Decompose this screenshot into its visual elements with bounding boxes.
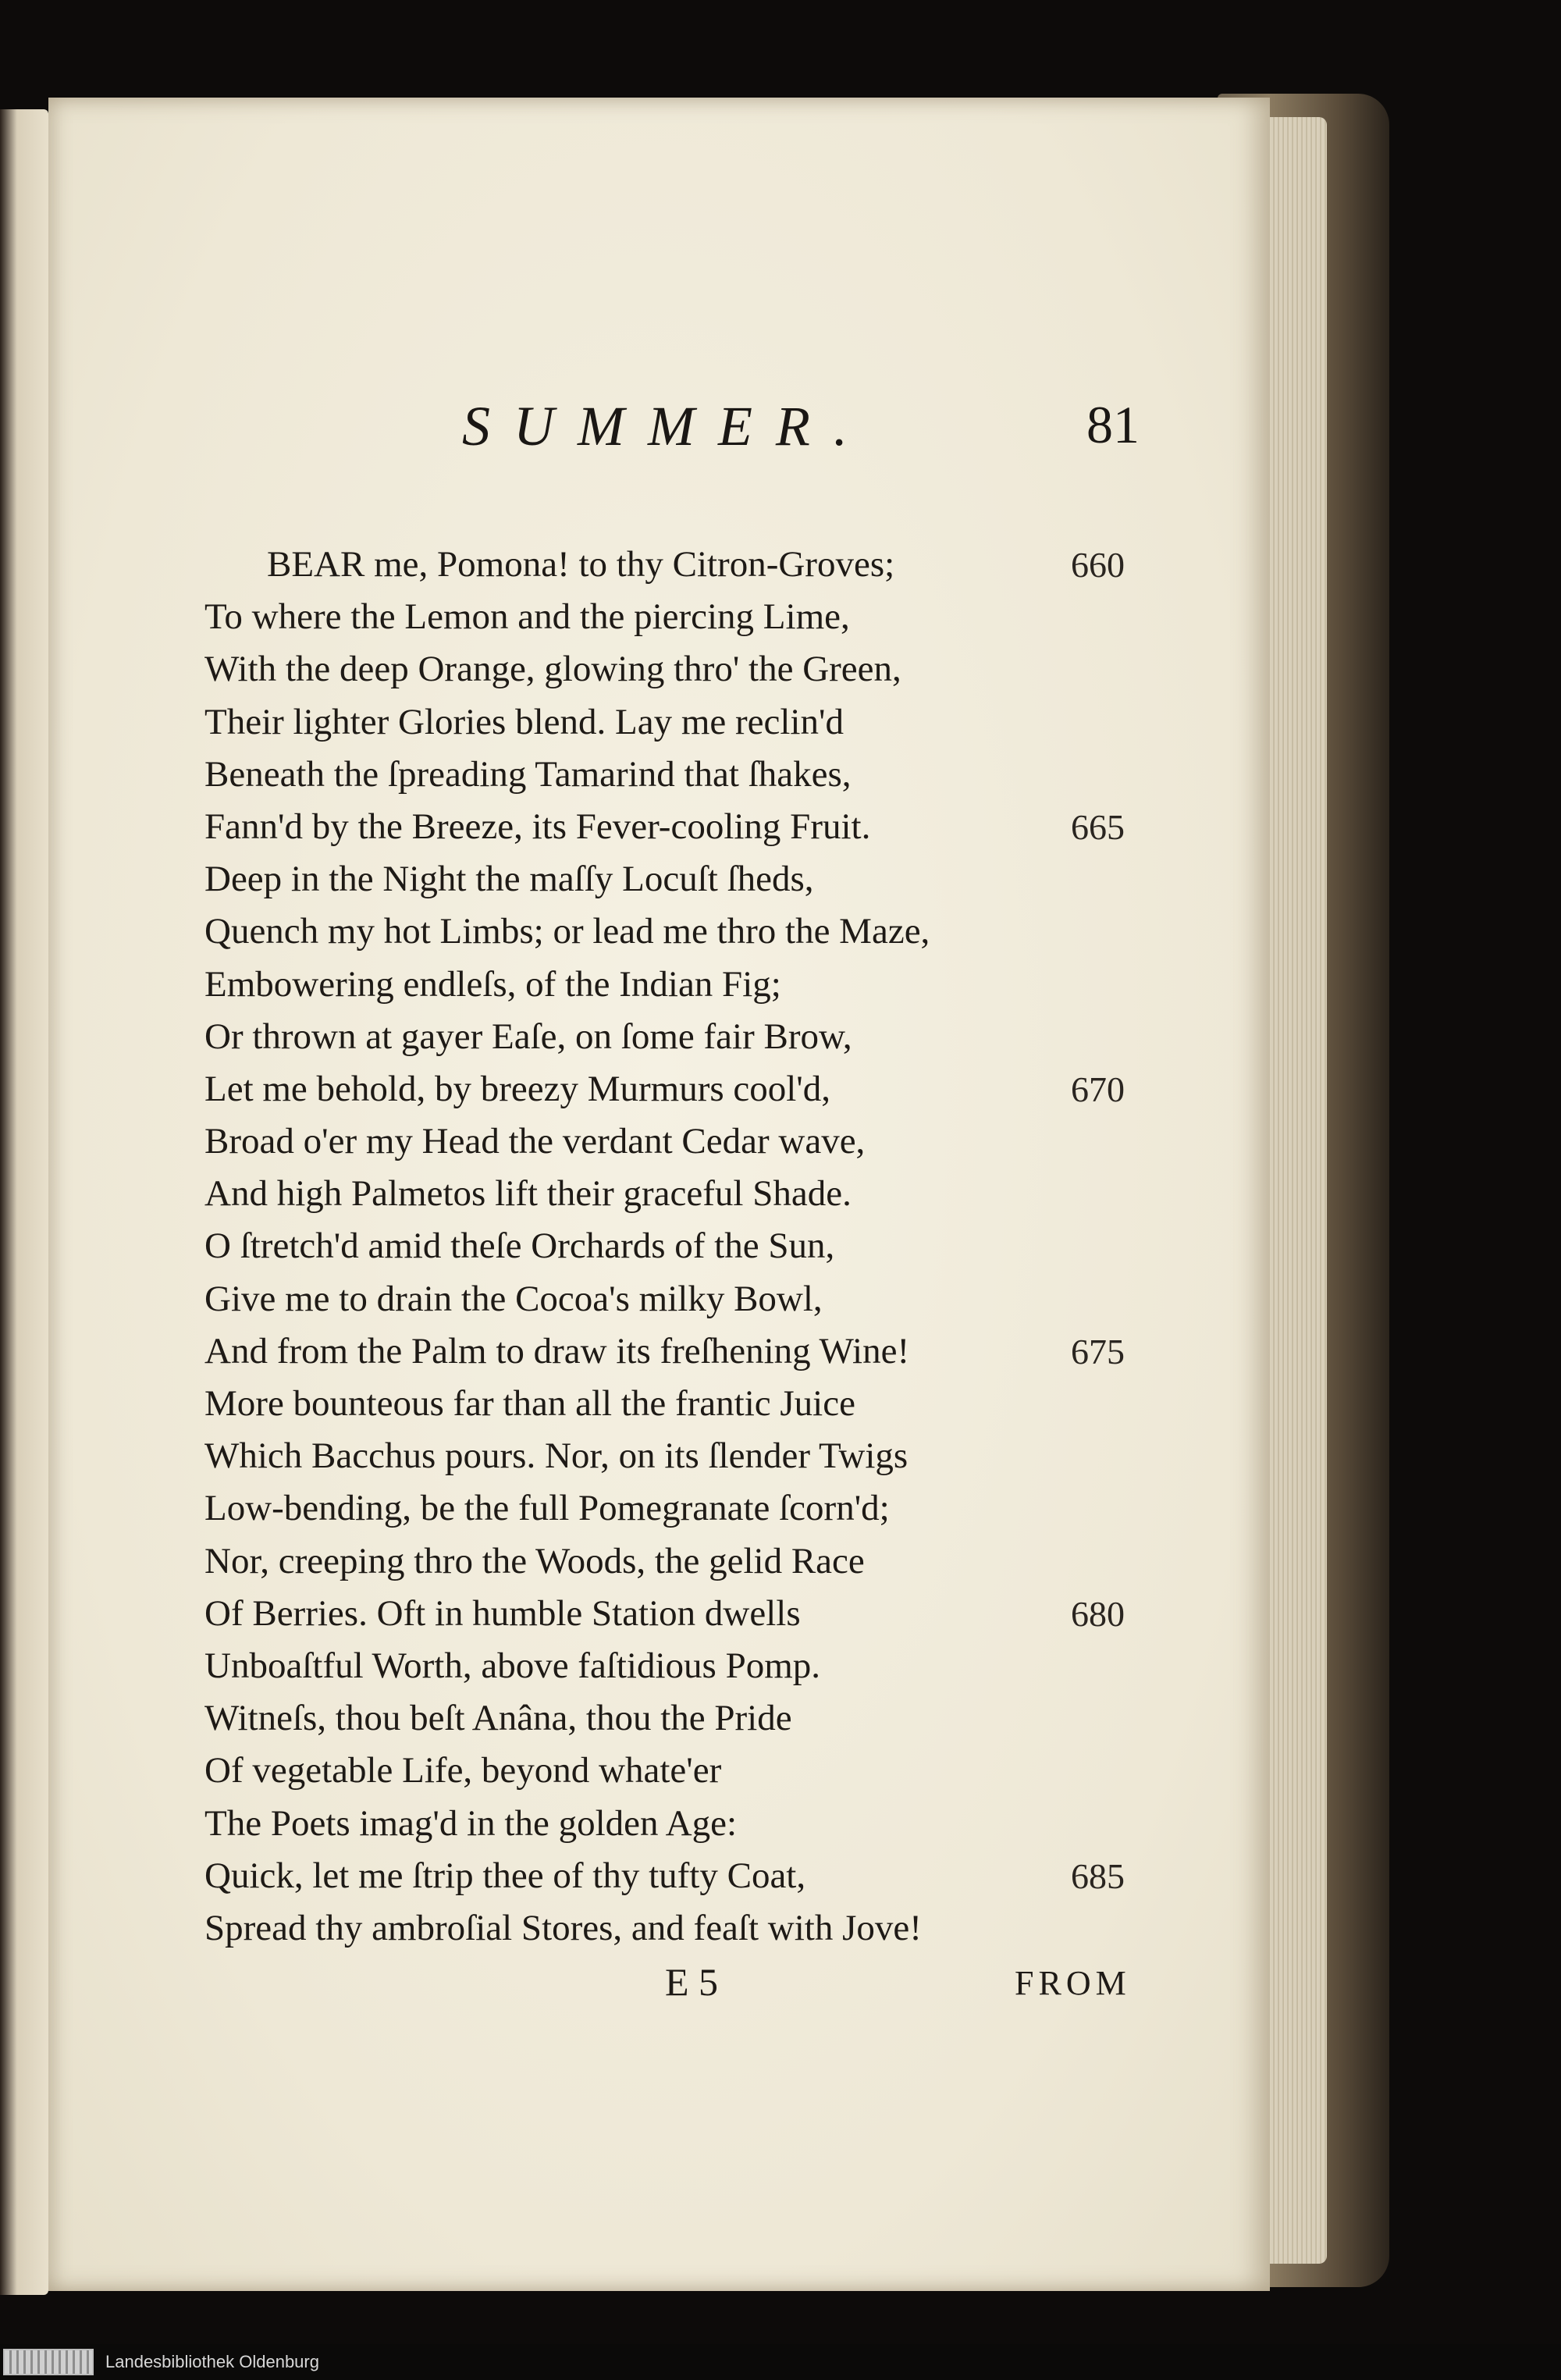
verse-line	[204, 1588, 1165, 1640]
verse-line	[204, 1745, 1165, 1797]
book-page	[48, 98, 1270, 2291]
verse-text: Which Bacchus pours. Nor, on its ſlender Twigs	[204, 1435, 909, 1477]
verse-text: BEAR me, Pomona! to thy Citron-Groves;	[267, 544, 895, 585]
verse-line	[204, 1220, 1165, 1272]
verse-text: To where the Lemon and the piercing Lime,	[204, 596, 850, 638]
verse-line	[204, 959, 1165, 1011]
verse-line	[204, 1011, 1165, 1063]
verse-line	[204, 1798, 1165, 1850]
line-number: 680	[1071, 1593, 1125, 1634]
running-head-title: SUMMER.	[462, 395, 871, 457]
verse-text: Of Berries. Oft in humble Station dwells	[204, 1592, 801, 1634]
library-watermark-text: Landesbibliothek Oldenburg	[105, 2352, 319, 2371]
verse-line	[204, 1115, 1165, 1168]
verse-text: Deep in the Night the maſſy Locuſt ſheds,	[204, 859, 814, 900]
library-footer-bar	[0, 2344, 1561, 2380]
verse-line	[204, 1063, 1165, 1115]
verse-block	[204, 539, 1165, 1955]
verse-text: With the deep Orange, glowing thro' the Green,	[204, 649, 901, 690]
verse-line	[204, 1902, 1165, 1955]
verse-text: More bounteous far than all the frantic Juice	[204, 1383, 855, 1424]
page-number: 81	[1086, 395, 1140, 454]
verse-line	[204, 1325, 1165, 1378]
verse-text: Broad o'er my Head the verdant Cedar wave,	[204, 1121, 866, 1162]
verse-line	[204, 1850, 1165, 1902]
verse-line	[204, 905, 1165, 958]
verse-text: Spread thy ambroſial Stores, and feaſt with Jove!	[204, 1907, 922, 1948]
verse-line	[204, 1535, 1165, 1588]
verse-text: Quick, let me ſtrip thee of thy tufty Coat,	[204, 1855, 806, 1896]
verse-text: And high Palmetos lift their graceful Shade.	[204, 1173, 852, 1215]
verse-line	[204, 749, 1165, 801]
line-number: 675	[1071, 1331, 1125, 1371]
verse-text: Nor, creeping thro the Woods, the gelid Race	[204, 1540, 865, 1581]
library-logo-icon	[3, 2349, 94, 2375]
verse-line	[204, 1273, 1165, 1325]
verse-text: Give me to drain the Cocoa's milky Bowl,	[204, 1278, 823, 1319]
verse-line	[204, 696, 1165, 749]
verse-text: Quench my hot Limbs; or lead me thro the Maze,	[204, 911, 930, 952]
verse-text: Fann'd by the Breeze, its Fever-cooling Fruit.	[204, 806, 871, 847]
verse-text: Low-bending, be the full Pomegranate ſcorn'd;	[204, 1488, 890, 1529]
verse-text: Their lighter Glories blend. Lay me reclin'd	[204, 701, 844, 742]
verse-line	[204, 1168, 1165, 1220]
verse-text: Let me behold, by breezy Murmurs cool'd,	[204, 1068, 831, 1109]
verse-text: Embowering endleſs, of the Indian Fig;	[204, 963, 781, 1005]
verse-text: Beneath the ſpreading Tamarind that ſhakes,	[204, 753, 852, 795]
verse-line	[204, 539, 1165, 591]
verse-line	[204, 643, 1165, 696]
left-page-edge	[0, 109, 48, 2295]
line-number: 685	[1071, 1855, 1125, 1896]
catchword: FROM	[1015, 1964, 1131, 2002]
verse-line	[204, 1430, 1165, 1482]
line-number: 670	[1071, 1069, 1125, 1109]
verse-text: Of vegetable Life, beyond whate'er	[204, 1750, 722, 1791]
verse-line	[204, 853, 1165, 905]
verse-text: O ſtretch'd amid theſe Orchards of the Sun,	[204, 1226, 835, 1267]
line-number: 665	[1071, 806, 1125, 847]
verse-line	[204, 1378, 1165, 1430]
verse-text: And from the Palm to draw its freſhening Wine!	[204, 1330, 910, 1371]
verse-line	[204, 591, 1165, 643]
verse-line	[204, 1640, 1165, 1692]
verse-line	[204, 801, 1165, 853]
verse-text: Witneſs, thou beſt Anâna, thou the Pride	[204, 1698, 792, 1739]
verse-text: Or thrown at gayer Eaſe, on ſome fair Brow,	[204, 1016, 852, 1057]
line-number: 660	[1071, 545, 1125, 585]
signature-mark: E 5	[665, 1960, 719, 2004]
verse-text: The Poets imag'd in the golden Age:	[204, 1802, 738, 1844]
verse-line	[204, 1692, 1165, 1745]
verse-text: Unboaſtful Worth, above faſtidious Pomp.	[204, 1645, 821, 1686]
verse-line	[204, 1482, 1165, 1535]
